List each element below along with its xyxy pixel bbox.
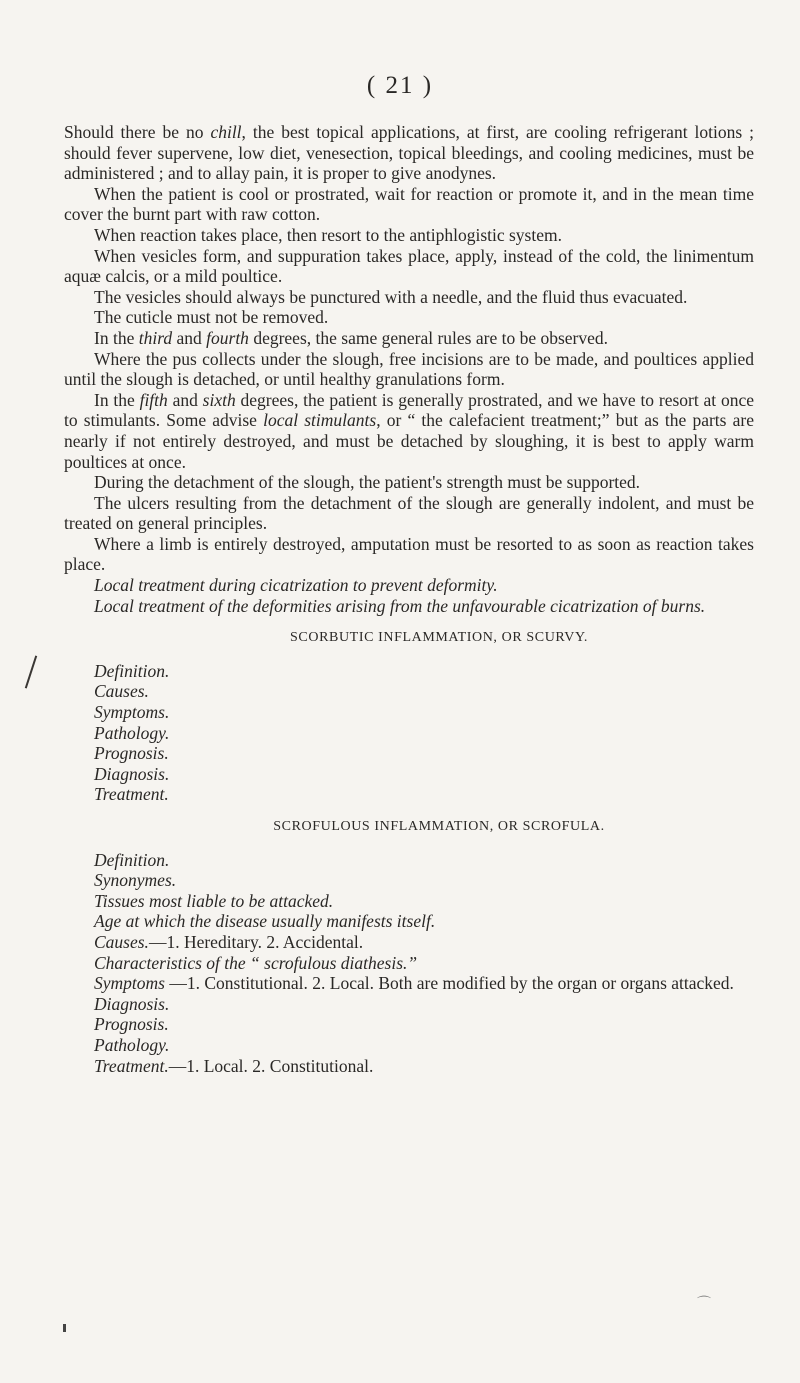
- topic-item: Characteristics of the “ scrofulous diathesis.”: [94, 952, 418, 973]
- topic-item: Treatment.: [94, 784, 169, 805]
- page-number: ( 21 ): [366, 72, 434, 99]
- topic-symptoms: Symptoms —1. Constitutional. 2. Local. Both are modified by the organ or organs attacked.: [94, 973, 734, 994]
- paragraph-vesicles-form: When vesicles form, and suppuration takes place, apply, instead of the cold, the linimentum aquæ calcis, or a mild poultice.: [64, 245, 754, 287]
- section-heading-scrofula: SCROFULOUS INFLAMMATION, OR SCROFULA.: [273, 819, 605, 834]
- topic-item: Tissues most liable to be attacked.: [94, 890, 334, 911]
- topic-causes: Causes.—1. Hereditary. 2. Accidental.: [94, 931, 364, 952]
- topic-item: Prognosis.: [94, 743, 169, 764]
- paragraph-cool: When the patient is cool or prostrated, wait for reaction or promote it, and in the mean time cover the burnt part with raw cotton.: [64, 183, 754, 225]
- topic-item: Causes.: [94, 681, 149, 702]
- paragraph-pus: Where the pus collects under the slough, free incisions are to be made, and poultices applied until the slough is detached, or until healthy granulations form.: [64, 348, 754, 390]
- scrofula-topics: [64, 850, 754, 1077]
- topic-item: Symptoms.: [94, 702, 170, 723]
- topic-treatment: Treatment.—1. Local. 2. Constitutional.: [94, 1055, 374, 1076]
- margin-caret-mark: ⌒: [697, 1297, 711, 1312]
- margin-slash-mark: [25, 656, 37, 689]
- topic-item: Definition.: [94, 660, 170, 681]
- paragraph-local-deformities: Local treatment of the deformities arising from the unfavourable cicatrization of burns.: [94, 595, 706, 616]
- body-text: [64, 122, 754, 1076]
- paragraph-chill: Should there be no chill, the best topical applications, at first, are cooling refrigerant lotions ; should fever supervene, low diet, venesection, topical bleedings, and cooling medicines, must be administered ; and to allay pain, it is proper to give anodynes.: [64, 122, 754, 184]
- paragraph-fifth-sixth: In the fifth and sixth degrees, the patient is generally prostrated, and we have to resort at once to stimulants. Some advise local stimulants, or “ the calefacient treatment;” but as the parts are nearly if not entirely destroyed, and must be detached by sloughing, it is best to apply warm poultices at once.: [64, 389, 754, 472]
- paragraph-reaction: When reaction takes place, then resort to the antiphlogistic system.: [94, 224, 562, 245]
- paragraph-vesicles-punctured: The vesicles should always be punctured with a needle, and the fluid thus evacuated.: [94, 286, 688, 307]
- paragraph-local-cicatrization: Local treatment during cicatrization to prevent deformity.: [94, 575, 498, 596]
- topic-item: Prognosis.: [94, 1014, 169, 1035]
- paragraph-detachment: During the detachment of the slough, the patient's strength must be supported.: [94, 472, 641, 493]
- paragraph-amputation: Where a limb is entirely destroyed, amputation must be resorted to as soon as reaction takes place.: [64, 533, 754, 575]
- topic-item: Synonymes.: [94, 870, 177, 891]
- topic-item: Pathology.: [94, 1034, 170, 1055]
- topic-item: Age at which the disease usually manifests itself.: [94, 911, 436, 932]
- paragraph-third-fourth: In the third and fourth degrees, the same general rules are to be observed.: [94, 327, 609, 348]
- topic-item: Definition.: [94, 849, 170, 870]
- topic-item: Diagnosis.: [94, 993, 170, 1014]
- scurvy-topics: [64, 661, 754, 805]
- margin-dot-mark: [63, 1324, 66, 1332]
- paragraph-cuticle: The cuticle must not be removed.: [94, 307, 329, 328]
- topic-item: Pathology.: [94, 722, 170, 743]
- paragraph-ulcers: The ulcers resulting from the detachment of the slough are generally indolent, and must be treated on general principles.: [64, 492, 754, 534]
- section-heading-scurvy: SCORBUTIC INFLAMMATION, OR SCURVY.: [290, 630, 588, 646]
- topic-item: Diagnosis.: [94, 763, 170, 784]
